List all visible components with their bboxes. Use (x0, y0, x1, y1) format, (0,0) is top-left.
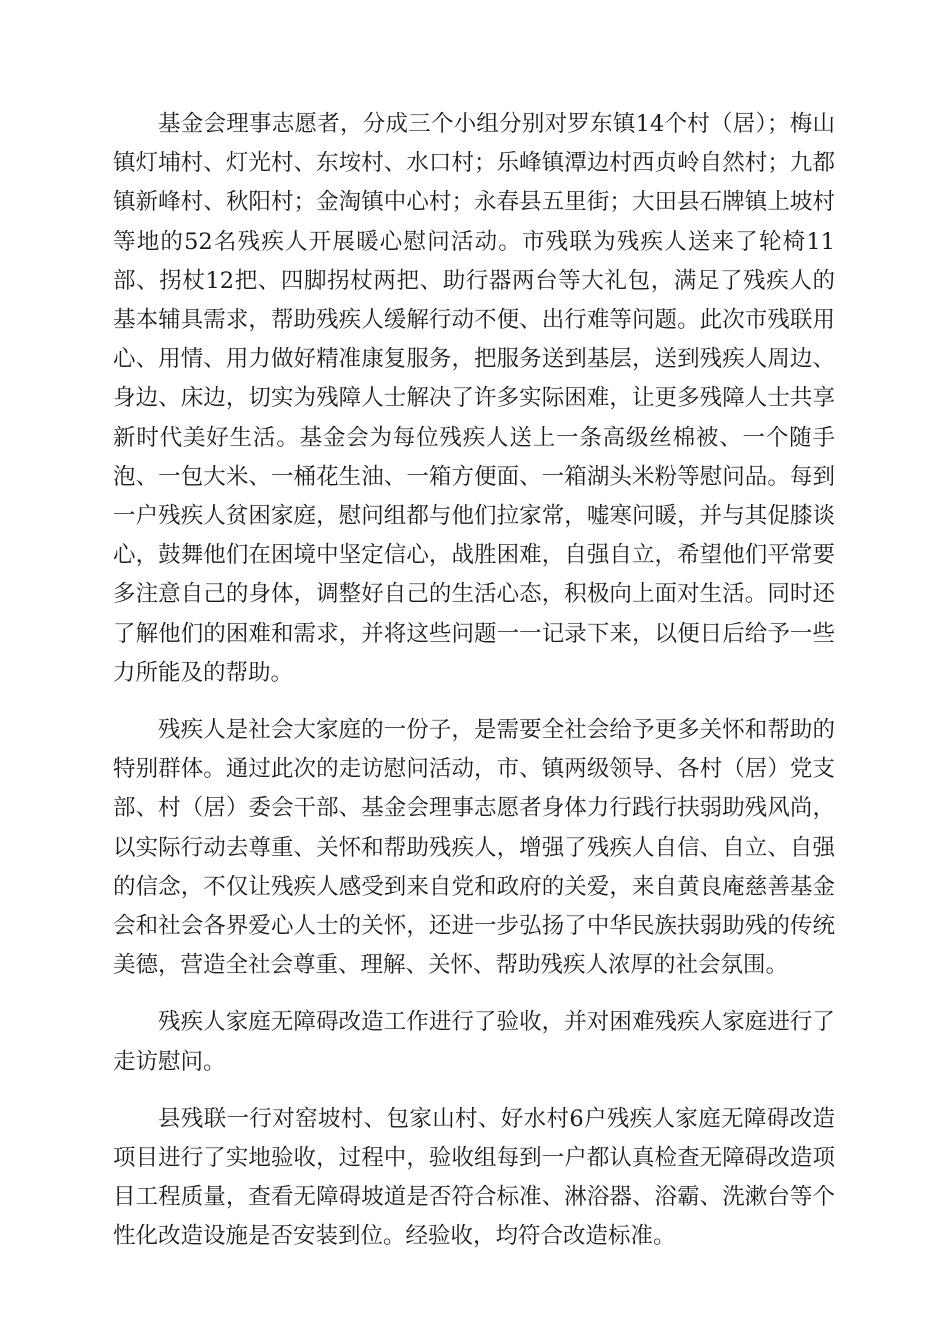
paragraph-3: 残疾人家庭无障碍改造工作进行了验收，并对困难残疾人家庭进行了走访慰问。 (113, 1009, 835, 1075)
paragraph-4: 县残联一行对窑坡村、包家山村、好水村6户残疾人家庭无障碍改造项目进行了实地验收，过程中，验收组每到一户都认真检查无障碍改造项目工程质量，查看无障碍坡道是否符合标准、淋浴器、浴霸、洗漱台等个性化改造设施是否安装到位。经验收，均符合改造标准。 (113, 1105, 835, 1250)
paragraph-2: 残疾人是社会大家庭的一份子，是需要全社会给予更多关怀和帮助的特别群体。通过此次的走访慰问活动，市、镇两级领导、各村（居）党支部、村（居）委会干部、基金会理事志愿者身体力行践行扶弱助残风尚，以实际行动去尊重、关怀和帮助残疾人，增强了残疾人自信、自立、自强的信念，不仅让残疾人感受到来自党和政府的关爱，来自黄良庵慈善基金会和社会各界爱心人士的关怀，还进一步弘扬了中华民族扶弱助残的传统美德，营造全社会尊重、理解、关怀、帮助残疾人浓厚的社会氛围。 (113, 717, 835, 979)
document-body (113, 105, 835, 1275)
paragraph-1: 基金会理事志愿者，分成三个小组分别对罗东镇14个村（居）；梅山镇灯埔村、灯光村、东垵村、水口村；乐峰镇潭边村西贞岭自然村；九都镇新峰村、秋阳村；金淘镇中心村；永春县五里街；大田县石牌镇上坡村等地的52名残疾人开展暖心慰问活动。市残联为残疾人送来了轮椅11部、拐杖12把、四脚拐杖两把、助行器两台等大礼包，满足了残疾人的基本辅具需求，帮助残疾人缓解行动不便、出行难等问题。此次市残联用心、用情、用力做好精准康复服务，把服务送到基层，送到残疾人周边、身边、床边，切实为残障人士解决了许多实际困难，让更多残障人士共享新时代美好生活。基金会为每位残疾人送上一条高级丝棉被、一个随手泡、一包大米、一桶花生油、一箱方便面、一箱湖头米粉等慰问品。每到一户残疾人贫困家庭，慰问组都与他们拉家常，嘘寒问暖，并与其促膝谈心，鼓舞他们在困境中坚定信心，战胜困难，自强自立，希望他们平常要多注意自己的身体，调整好自己的生活心态，积极向上面对生活。同时还了解他们的困难和需求，并将这些问题一一记录下来，以便日后给予一些力所能及的帮助。 (113, 111, 835, 686)
